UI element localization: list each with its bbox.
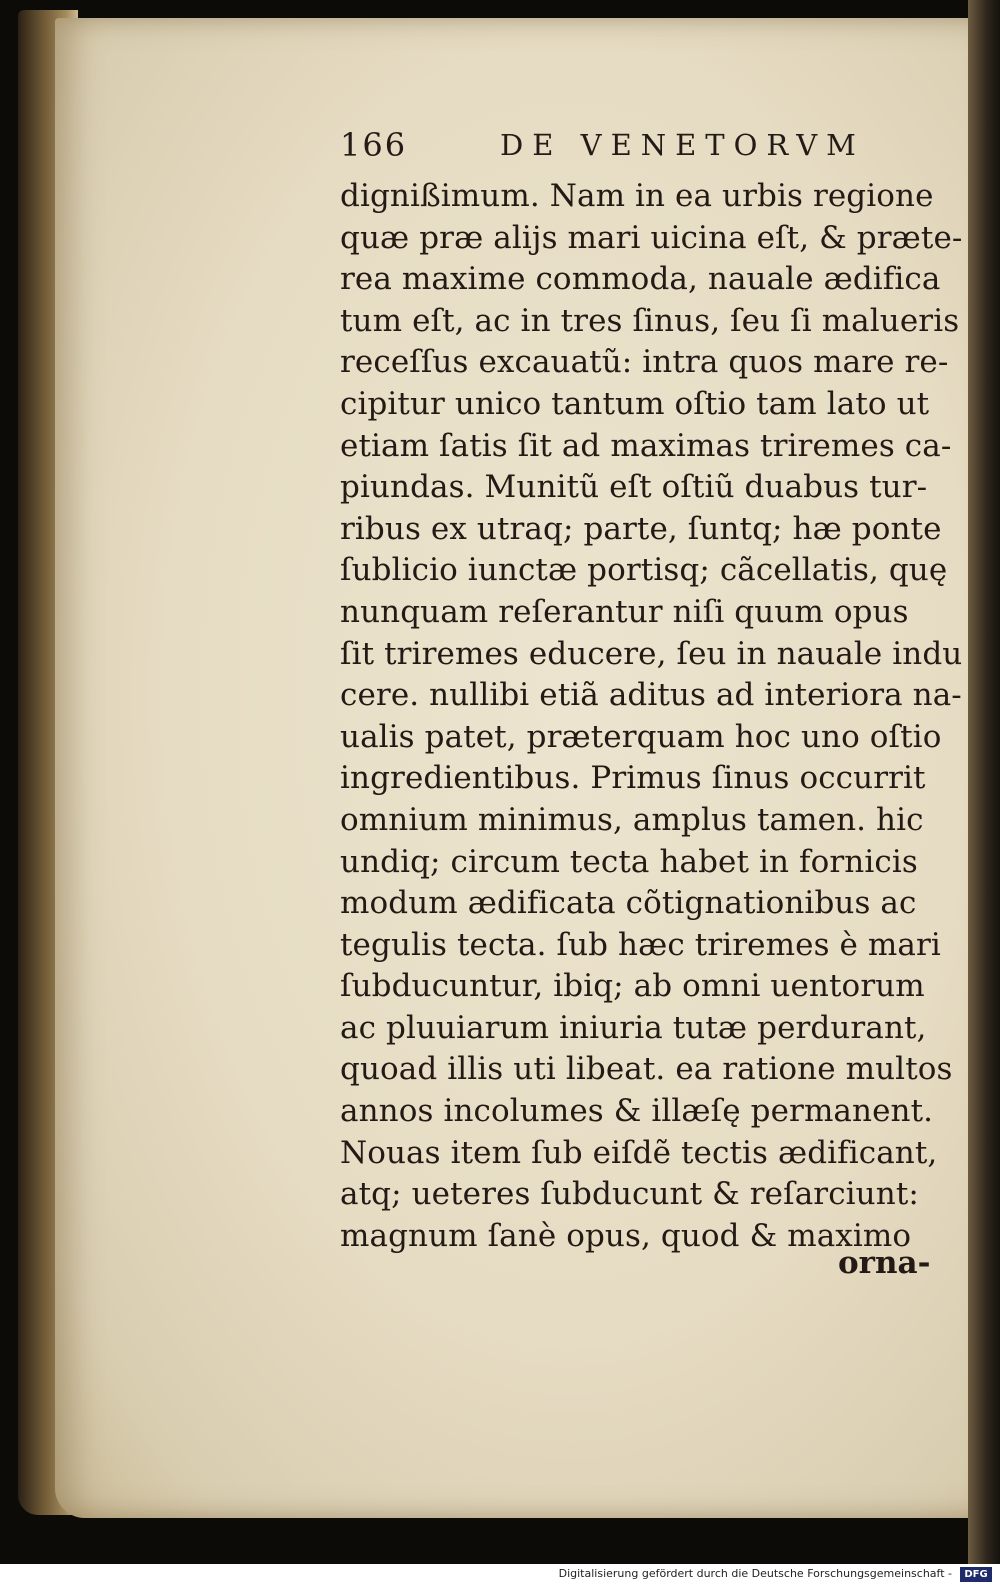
text-line: etiam ſatis ſit ad maximas triremes ca-: [340, 427, 952, 464]
text-line: Nouas item ſub eiſdẽ tectis ædificant,: [340, 1134, 938, 1171]
text-line: ualis patet, præterquam hoc uno oſtio: [340, 718, 942, 755]
text-line: tum eſt, ac in tres ſinus, ſeu ſi malueris: [340, 302, 960, 339]
running-title: DE VENETORVM: [500, 128, 865, 162]
text-line: undiq; circum tecta habet in fornicis: [340, 843, 918, 880]
footer-bar: [0, 1564, 1000, 1586]
body-text: [340, 176, 963, 1257]
text-line: cere. nullibi etiã aditus ad interiora na-: [340, 677, 962, 714]
catchword: orna-: [838, 1245, 931, 1281]
text-line: magnum ſanè opus, quod & maximo: [340, 1217, 912, 1254]
page-number: 166: [340, 126, 408, 164]
text-line: ſit triremes educere, ſeu in nauale indu: [340, 635, 963, 672]
text-line: piundas. Munitũ eſt oſtiũ duabus tur-: [340, 469, 928, 506]
text-line: atq; ueteres ſubducunt & reſarciunt:: [340, 1176, 919, 1213]
text-line: quæ præ alijs mari uicina eſt, & præte-: [340, 219, 963, 256]
binding-edge: [968, 0, 1000, 1564]
text-line: quoad illis uti libeat. ea ratione multos: [340, 1051, 953, 1088]
text-line: modum ædificata cõtignationibus ac: [340, 885, 917, 922]
text-line: ribus ex utraq; parte, ſuntq; hæ ponte: [340, 510, 942, 547]
text-line: cipitur unico tantum oſtio tam lato ut: [340, 385, 930, 422]
dfg-logo: DFG: [960, 1567, 992, 1582]
text-line: annos incolumes & illæſę permanent.: [340, 1093, 934, 1130]
text-line: ſubducuntur, ibiq; ab omni uentorum: [340, 968, 925, 1005]
funding-credit: Digitalisierung gefördert durch die Deutsche Forschungsgemeinschaft -: [558, 1567, 952, 1580]
text-line: receſſus excauatũ: intra quos mare re-: [340, 344, 949, 381]
text-line: ingredientibus. Primus ſinus occurrit: [340, 760, 926, 797]
text-line: ſublicio iunctæ portisq; cãcellatis, quę: [340, 552, 948, 589]
text-line: rea maxime commoda, nauale ædifica: [340, 261, 941, 298]
text-line: dignißimum. Nam in ea urbis regione: [340, 178, 934, 214]
text-line: tegulis tecta. ſub hæc triremes è mari: [340, 926, 941, 963]
running-head: [340, 126, 880, 170]
text-line: omnium minimus, amplus tamen. hic: [340, 801, 924, 838]
text-line: nunquam reſerantur niſi quum opus: [340, 593, 909, 630]
text-line: ac pluuiarum iniuria tutæ perdurant,: [340, 1009, 927, 1046]
